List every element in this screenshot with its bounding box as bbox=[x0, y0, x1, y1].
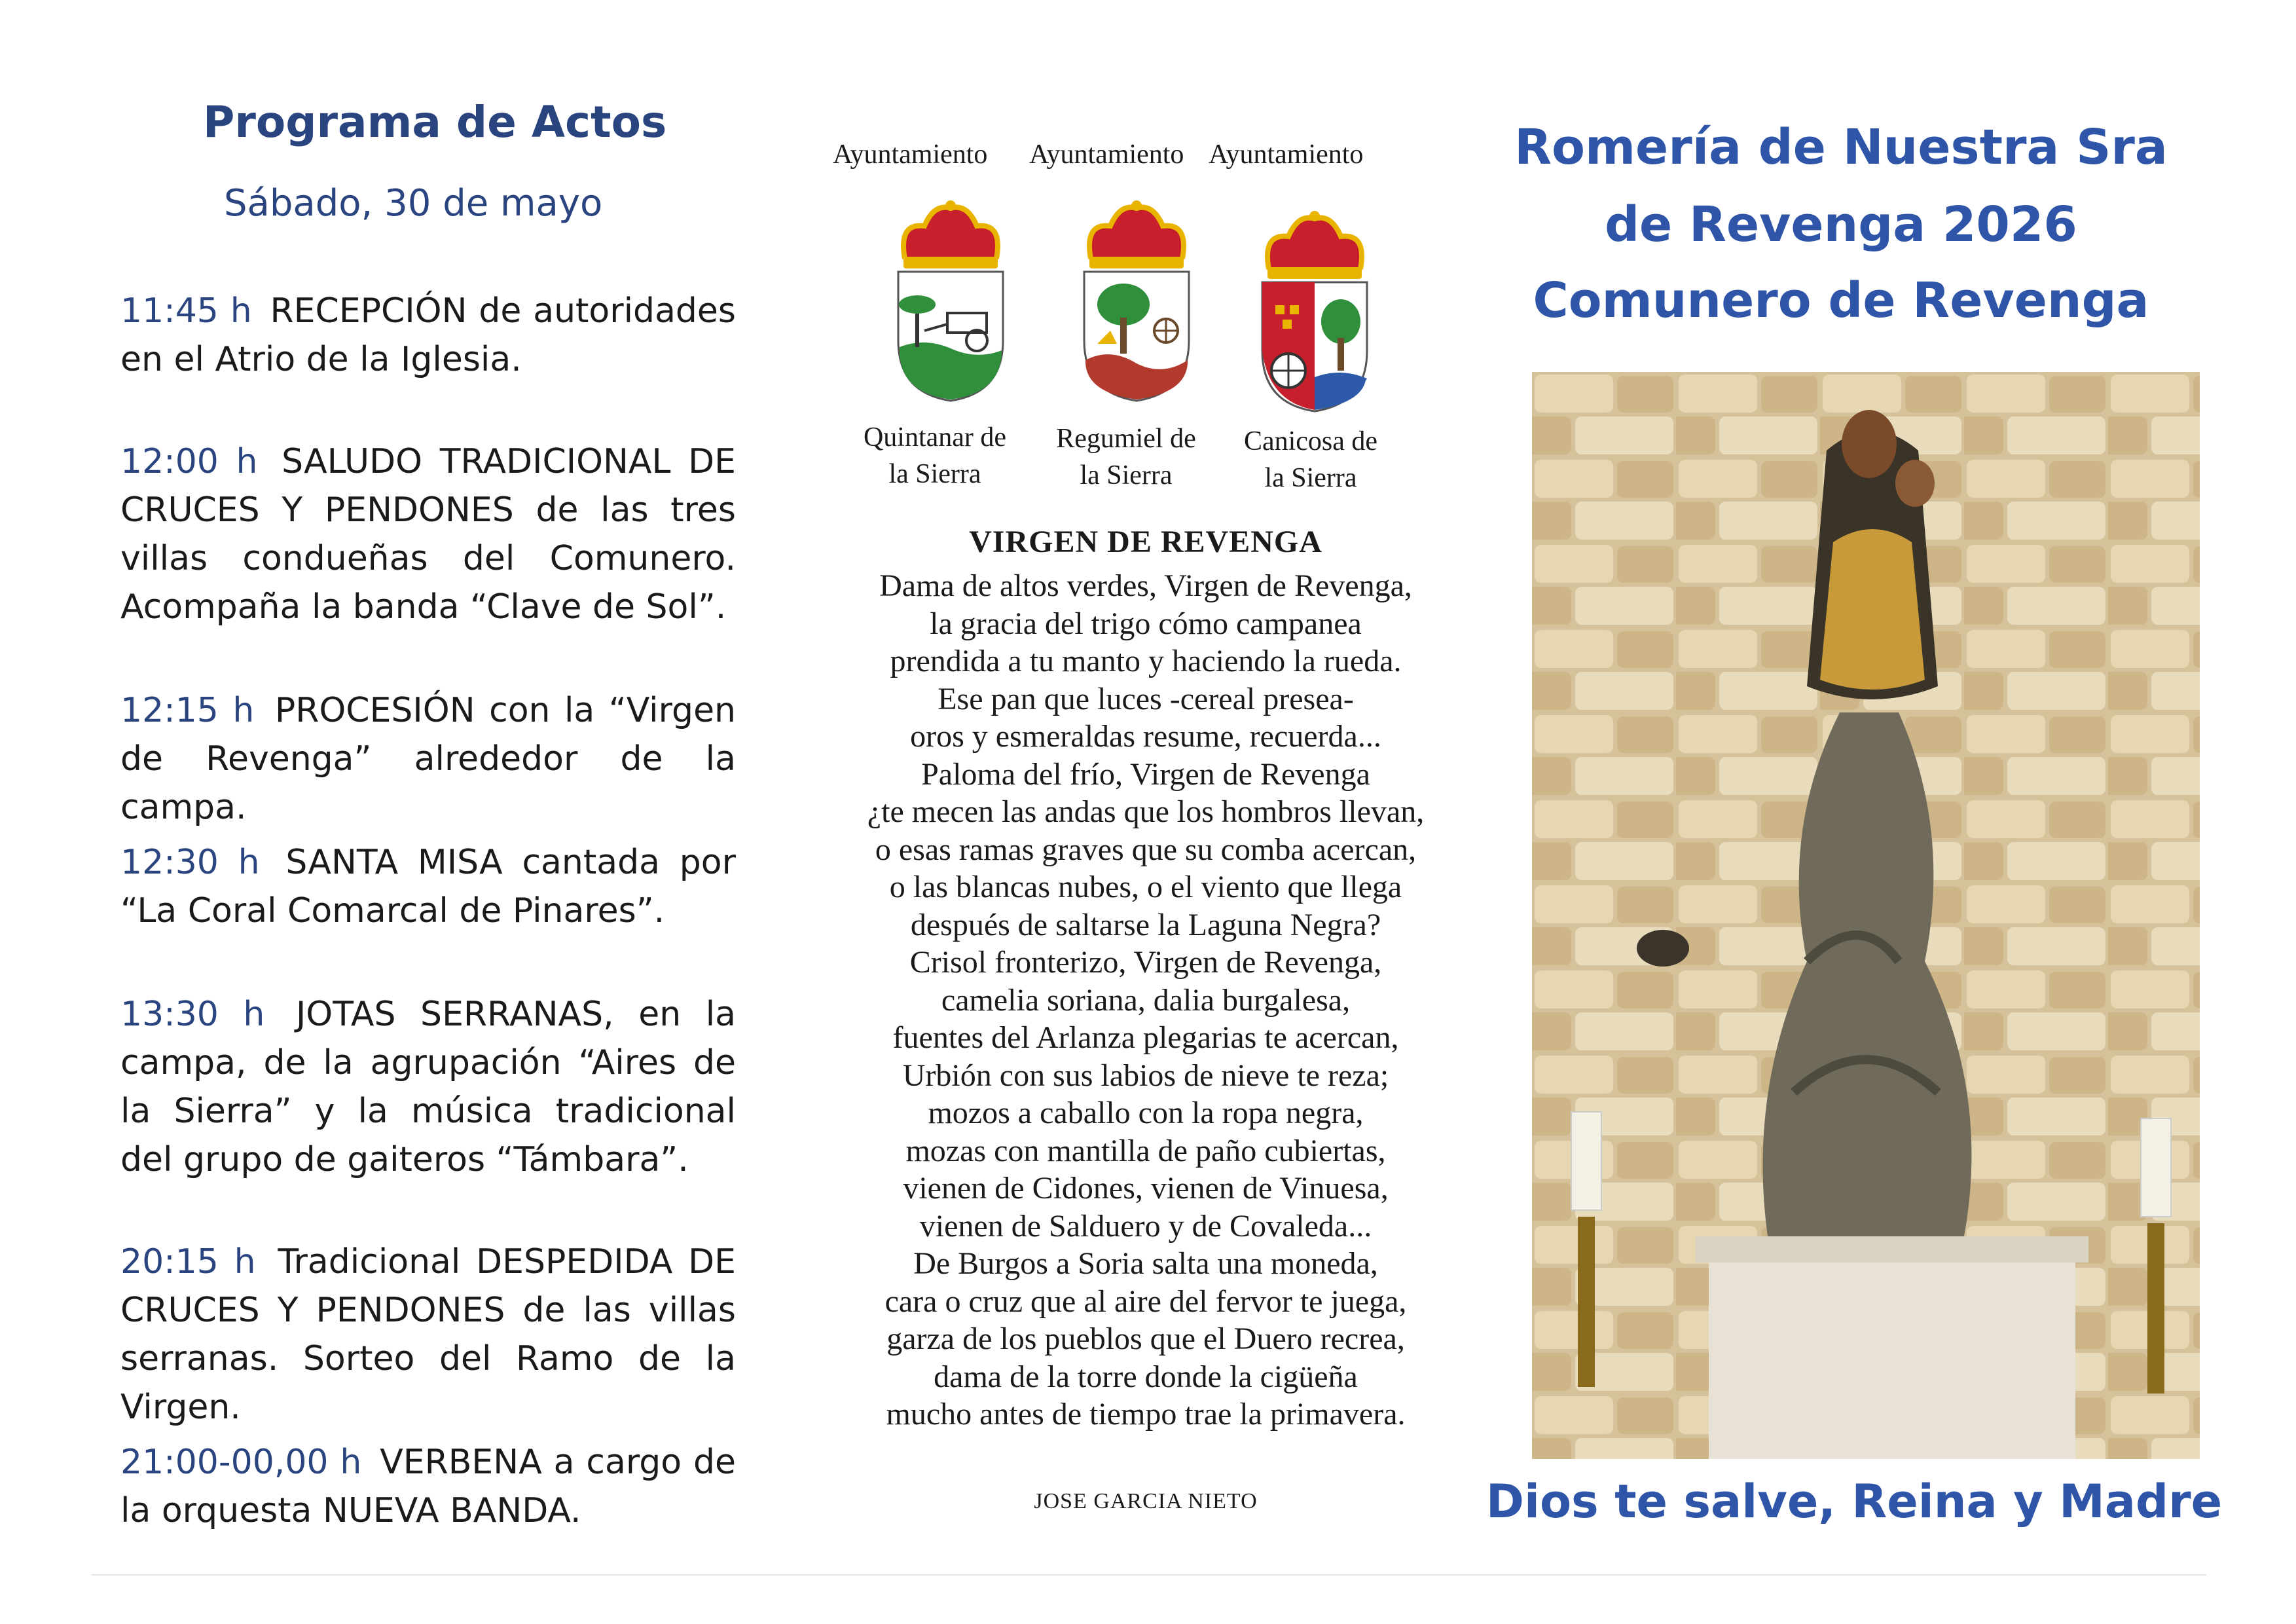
event-text: PROCESIÓN con la “Virgen de Revenga” alrededor de la campa. bbox=[120, 691, 737, 827]
event-time: 21:00-00,00 h bbox=[120, 1443, 362, 1482]
event-text: Tradicional DESPEDIDA DE CRUCES Y PENDONES de las villas serranas. Sorteo del Ramo de la Virgen. bbox=[120, 1242, 737, 1427]
poem-line: cara o cruz que al aire del fervor te juega, bbox=[884, 1283, 1407, 1319]
event-text: RECEPCIÓN de autoridades en el Atrio de la Iglesia. bbox=[120, 291, 737, 379]
event-title-line: Romería de Nuestra Sra bbox=[1514, 119, 2168, 175]
event-time: 13:30 h bbox=[120, 995, 265, 1034]
poem-line: la gracia del trigo cómo campanea bbox=[930, 606, 1362, 641]
poem-line: o esas ramas graves que su comba acercan, bbox=[875, 832, 1417, 867]
village-name-line: la Sierra bbox=[888, 459, 981, 489]
event-item bbox=[120, 838, 736, 935]
village-name-line: la Sierra bbox=[1264, 463, 1357, 493]
poem-line: vienen de Cidones, vienen de Vinuesa, bbox=[903, 1171, 1389, 1206]
event-item bbox=[120, 990, 736, 1184]
event-time: 12:00 h bbox=[120, 442, 258, 481]
poem-line: oros y esmeraldas resume, recuerda... bbox=[910, 719, 1381, 754]
poem-body bbox=[805, 567, 1486, 1433]
event-text: JOTAS SERRANAS, en la campa, de la agrupación “Aires de la Sierra” y la música tradicional del grupo de gaiteros “Támbara”. bbox=[120, 995, 737, 1179]
poem-line: mucho antes de tiempo trae la primavera. bbox=[886, 1397, 1406, 1431]
poem-line: mozos a caballo con la ropa negra, bbox=[928, 1096, 1364, 1130]
virgin-statue-photo bbox=[1532, 372, 2200, 1459]
village-name bbox=[1212, 423, 1409, 496]
poem-line: mozas con mantilla de paño cubiertas, bbox=[905, 1133, 1386, 1168]
municipality-label: Ayuntamiento bbox=[1209, 139, 1364, 170]
village-name bbox=[837, 419, 1033, 492]
poem-line: fuentes del Arlanza plegarias te acercan, bbox=[892, 1020, 1399, 1055]
poem-line: ¿te mecen las andas que los hombros llevan, bbox=[867, 794, 1425, 829]
poem-title: VIRGEN DE REVENGA bbox=[969, 525, 1322, 559]
event-item bbox=[120, 437, 736, 631]
poem-line: Ese pan que luces -cereal presea- bbox=[938, 681, 1354, 716]
municipality-label: Ayuntamiento bbox=[1029, 139, 1184, 170]
closing-phrase: Dios te salve, Reina y Madre bbox=[1485, 1475, 2223, 1528]
canicosa-crest-icon bbox=[1249, 207, 1380, 413]
poem-line: Urbión con sus labios de nieve te reza; bbox=[902, 1058, 1389, 1093]
event-item bbox=[120, 686, 736, 832]
village-name-line: Regumiel de bbox=[1056, 424, 1196, 454]
event-title-line: Comunero de Revenga bbox=[1533, 272, 2149, 329]
bottom-rule bbox=[92, 1574, 2206, 1576]
village-name bbox=[1028, 420, 1224, 494]
program-date: Sábado, 30 de mayo bbox=[224, 182, 603, 225]
municipality-label: Ayuntamiento bbox=[833, 139, 988, 170]
event-text: VERBENA a cargo de la orquesta NUEVA BANDA. bbox=[120, 1443, 736, 1530]
event-item bbox=[120, 1238, 736, 1431]
event-text: SANTA MISA cantada por “La Coral Comarcal de Pinares”. bbox=[120, 843, 737, 931]
event-time: 20:15 h bbox=[120, 1242, 256, 1282]
regumiel-crest-icon bbox=[1071, 196, 1202, 403]
poem-line: garza de los pueblos que el Duero recrea, bbox=[886, 1321, 1405, 1356]
event-time: 11:45 h bbox=[120, 291, 252, 331]
event-item bbox=[120, 287, 736, 384]
poem-line: Paloma del frío, Virgen de Revenga bbox=[921, 756, 1370, 792]
quintanar-crest-icon bbox=[885, 196, 1016, 403]
poem-line: camelia soriana, dalia burgalesa, bbox=[941, 982, 1351, 1018]
event-text: SALUDO TRADICIONAL DE CRUCES Y PENDONES de las tres villas condueñas del Comunero. Acompaña la banda “Clave de Sol”. bbox=[120, 442, 737, 627]
event-item bbox=[120, 1438, 736, 1535]
poem-line: Dama de altos verdes, Virgen de Revenga, bbox=[879, 568, 1412, 603]
poem-line: De Burgos a Soria salta una moneda, bbox=[913, 1246, 1378, 1281]
poem-line: Crisol fronterizo, Virgen de Revenga, bbox=[909, 945, 1382, 980]
event-time: 12:30 h bbox=[120, 843, 260, 882]
village-name-line: Quintanar de bbox=[863, 422, 1007, 452]
event-title-line: de Revenga 2026 bbox=[1605, 196, 2077, 253]
poem-author: JOSE GARCIA NIETO bbox=[1034, 1489, 1258, 1513]
program-title: Programa de Actos bbox=[203, 97, 667, 147]
poem-line: dama de la torre donde la cigüeña bbox=[934, 1359, 1358, 1394]
poem-line: después de saltarse la Laguna Negra? bbox=[910, 907, 1381, 942]
poem-line: vienen de Salduero y de Covaleda... bbox=[919, 1208, 1372, 1244]
event-time: 12:15 h bbox=[120, 691, 255, 730]
village-name-line: la Sierra bbox=[1080, 460, 1173, 490]
village-name-line: Canicosa de bbox=[1243, 426, 1378, 456]
poem-line: o las blancas nubes, o el viento que llega bbox=[889, 870, 1402, 904]
poem-line: prendida a tu manto y haciendo la rueda. bbox=[890, 644, 1402, 678]
